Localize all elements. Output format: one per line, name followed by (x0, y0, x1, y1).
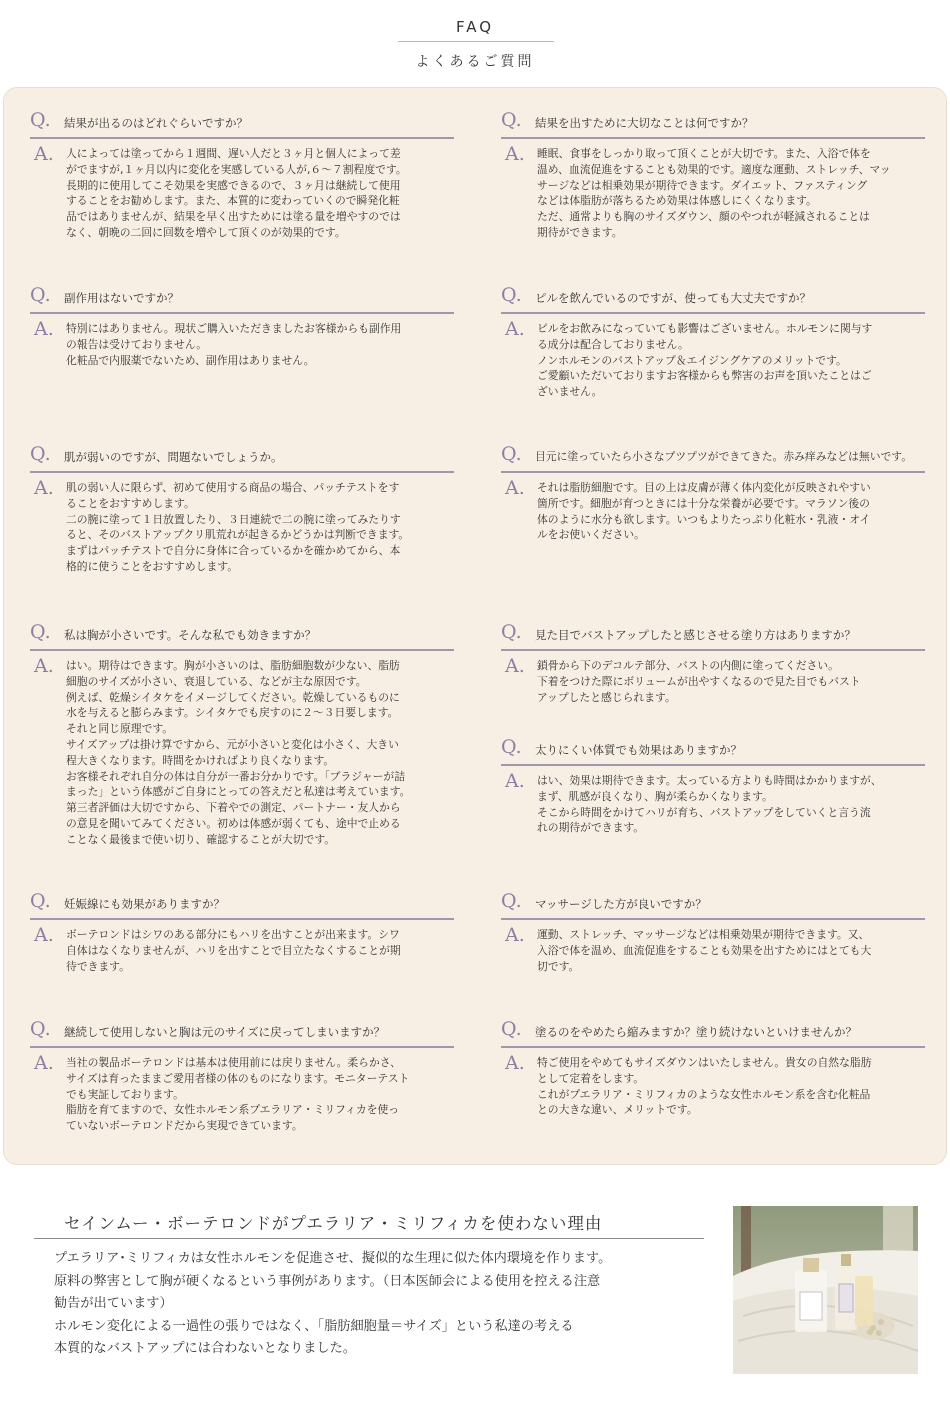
question-mark: Q. (501, 736, 522, 758)
answer-text: ボーテロンドはシワのある部分にもハリを出すことが出来ます。シワ 自体はなくなりませんが、ハリを出すことで目立たなくすることが期 待できます。 (66, 928, 401, 973)
question-mark: Q. (501, 890, 522, 912)
answer-text: それは脂肪細胞です。目の上は皮膚が薄く体内変化が反映されやすい 箇所です。細胞が育つときには十分な栄養が必要です。マラソン後の 体のように水分も欲します。いつもよりたっぷり化粧水・乳液・オイ ルをお使いください。 (537, 481, 871, 542)
question-mark: Q. (501, 621, 522, 643)
question-text: ピルを飲んでいるのですが、使っても大丈夫ですか？ (535, 291, 811, 305)
product-photo-illustration (733, 1206, 918, 1374)
answer-text: 運動、ストレッチ、マッサージなどは相乗効果が期待できます。又、 入浴で体を温め、血流促進をすることも効果を出すためにはとても大 切です。 (537, 928, 872, 973)
answer-text: はい。期待はできます。胸が小さいのは、脂肪細胞数が少ない、脂肪 細胞のサイズが小さい、衰退している、などが主な原因です。 例えば、乾燥シイタケをイメージしてください。乾燥しているものに 水を与えると膨らみます。シイタケでも戻すのに２～３日要します。 それと同じ原理です。 サイズアップは掛け算ですから、元が小さいと変化は小さく、大きい 程大きくなります。時間をかければより良くなります。 お客様それぞれ自分の体は自分が一番お分かりです。「ブラジャーが詰 まった」という体感がご自身にとっての答えだと私達は考えています。 第三者評価は大切ですから、下着やでの測定、パートナー・友人から の意見を聞いてみてください。初めは体感が弱くても、途中で止める ことなく最後まで使い切り、確認することが大切です。 (66, 659, 411, 846)
faq-item (501, 284, 925, 400)
question-text: マッサージした方が良いですか？ (535, 897, 707, 911)
question-text: 塗るのをやめたら縮みますか？塗り続けないといけませんか？ (535, 1025, 857, 1039)
question-mark: Q. (30, 443, 51, 465)
answer-mark: A. (34, 143, 54, 165)
answer-mark: A. (505, 924, 525, 946)
faq-title-en: FAQ (455, 18, 495, 36)
question-divider (30, 649, 454, 651)
faq-item (30, 284, 454, 368)
answer-text: 肌の弱い人に限らず、初めて使用する商品の場合、パッチテストをす ることをおすすめします。 二の腕に塗って１日放置したり、３日連続で二の腕に塗ってみたりす ると、そのバストアップクリ肌荒れが起きるかどうかは判断できます。 まずはパッチテストで自分に身体に合っているかを確かめてから、本 格的に使うことをおすすめします。 (66, 481, 410, 573)
answer-text: 特ご使用をやめてもサイズダウンはいたしません。貴女の自然な脂肪 として定着をします。 これがプエラリア・ミリフィカのような女性ホルモン系を含む化粧品 との大きな違い、メリットです。 (537, 1056, 872, 1117)
question-divider (30, 918, 454, 920)
faq-item (30, 443, 454, 575)
question-mark: Q. (501, 284, 522, 306)
reason-divider (34, 1238, 704, 1239)
question-divider (30, 137, 454, 139)
question-text: 見た目でバストアップしたと感じさせる塗り方はありますか？ (535, 628, 856, 642)
faq-item (30, 621, 454, 848)
faq-item (30, 109, 454, 241)
question-text: 結果が出るのはどれぐらいですか？ (64, 116, 248, 130)
question-text: 結果を出すために大切なことは何ですか？ (535, 116, 754, 130)
answer-mark: A. (34, 1052, 54, 1074)
faq-item (501, 890, 925, 974)
answer-text: 人によっては塗ってから１週間、遅い人だと３ヶ月と個人によって差 がでますが,１ヶ月以内に変化を実感している人が,６～７割程度です。 長期的に使用してこそ効果を実感できるので、３ヶ月は継続して使用 することをお勧めします。また、本質的に変わっていくので瞬発化粧 品ではありませんが、結果を早く出すためには塗る量を増やすのでは なく、朝晩の二回に回数を増やして頂くのが効果的です。 (66, 147, 407, 239)
answer-text: 鎖骨から下のデコルテ部分、バストの内側に塗ってください。 下着をつけた際にボリュームが出やすくなるので見た目でもバスト アップしたと感じられます。 (537, 659, 861, 704)
question-text: 太りにくい体質でも効果はありますか？ (535, 743, 742, 757)
faq-title-divider (398, 41, 554, 42)
faq-header (0, 0, 950, 80)
question-mark: Q. (501, 1018, 522, 1040)
question-mark: Q. (501, 109, 522, 131)
answer-mark: A. (505, 143, 525, 165)
question-divider (501, 764, 925, 766)
faq-title-ja: よくあるご質問 (415, 54, 535, 70)
answer-mark: A. (34, 318, 54, 340)
question-divider (501, 1046, 925, 1048)
answer-mark: A. (34, 924, 54, 946)
faq-item (30, 890, 454, 974)
answer-mark: A. (34, 477, 54, 499)
answer-text: 睡眠、食事をしっかり取って頂くことが大切です。また、入浴で体を 温め、血流促進をすることも効果的です。適度な運動、ストレッチ、マッ サージなどは相乗効果が期待できます。ダイエット、ファスティング などは体脂肪が落ちるため効果は体感しにくくなります。 ただ、通常よりも胸のサイズダウン、顔のやつれが軽減されることは 期待ができます。 (537, 147, 891, 239)
answer-text: ピルをお飲みになっていても影響はございません。ホルモンに関与す る成分は配合しておりません。 ノンホルモンのバストアップ＆エイジングケアのメリットです。 ご愛顧いただいておりますお客様からも弊害のお声を頂いたことはご ざいません。 (537, 322, 873, 399)
question-text: 継続して使用しないと胸は元のサイズに戻ってしまいますか？ (64, 1025, 386, 1039)
question-divider (30, 471, 454, 473)
answer-mark: A. (34, 655, 54, 677)
question-mark: Q. (30, 1018, 51, 1040)
product-photo (733, 1206, 918, 1374)
answer-mark: A. (505, 318, 525, 340)
question-divider (30, 312, 454, 314)
faq-item (501, 109, 925, 241)
faq-item (501, 736, 925, 836)
question-mark: Q. (30, 621, 51, 643)
answer-mark: A. (505, 477, 525, 499)
question-mark: Q. (30, 890, 51, 912)
question-divider (501, 137, 925, 139)
question-divider (501, 312, 925, 314)
question-divider (30, 1046, 454, 1048)
question-divider (501, 471, 925, 473)
answer-mark: A. (505, 655, 525, 677)
answer-text: 当社の製品ボーテロンドは基本は使用前には戻りません。柔らかさ、 サイズは育ったままご愛用者様の体のものになります。モニターテスト でも実証しております。 脂肪を育てますので、女性ホルモン系プエラリア・ミリフィカを使っ ていないボーテロンドだから実現できています。 (66, 1056, 410, 1133)
question-mark: Q. (30, 109, 51, 131)
answer-text: 特別にはありません。現状ご購入いただきましたお客様からも副作用 の報告は受けておりません。 化粧品で内服薬でないため、副作用はありません。 (66, 322, 402, 367)
faq-item (501, 1018, 925, 1118)
question-divider (501, 649, 925, 651)
question-text: 目元に塗っていたら小さなプツプツができてきた。赤み痒みなどは無いです。 (535, 450, 913, 463)
reason-title: セインムー・ボーテロンドがプエラリア・ミリフィカを使わない理由 (64, 1214, 603, 1233)
question-text: 肌が弱いのですが、問題ないでしょうか。 (64, 450, 283, 464)
question-mark: Q. (501, 443, 522, 465)
reason-body: プエラリア･ミリフィカは女性ホルモンを促進させ、擬似的な生理に似た体内環境を作ります。 原料の弊害として胸が硬くなるという事例があります。（日本医師会による使用を控える注意 勧告が出ています） ホルモン変化による一過性の張りではなく、「脂肪細胞量＝サイズ」という私達の考える 本質的なバストアップには合わないとなりました。 (54, 1251, 612, 1356)
answer-mark: A. (505, 1052, 525, 1074)
question-divider (501, 918, 925, 920)
question-mark: Q. (30, 284, 51, 306)
question-text: 妊娠線にも効果がありますか？ (64, 897, 225, 911)
faq-item (30, 1018, 454, 1134)
answer-text: はい、効果は期待できます。太っている方よりも時間はかかりますが、 まず、肌感が良くなり、胸が柔らかくなります。 そこから時間をかけてハリが育ち、バストアップをしていくと言う流 れの期待ができます。 (537, 774, 882, 835)
faq-item (501, 443, 925, 543)
question-text: 私は胸が小さいです。そんな私でも効きますか？ (64, 628, 317, 642)
answer-mark: A. (505, 770, 525, 792)
faq-item (501, 621, 925, 705)
question-text: 副作用はないですか？ (64, 291, 179, 305)
